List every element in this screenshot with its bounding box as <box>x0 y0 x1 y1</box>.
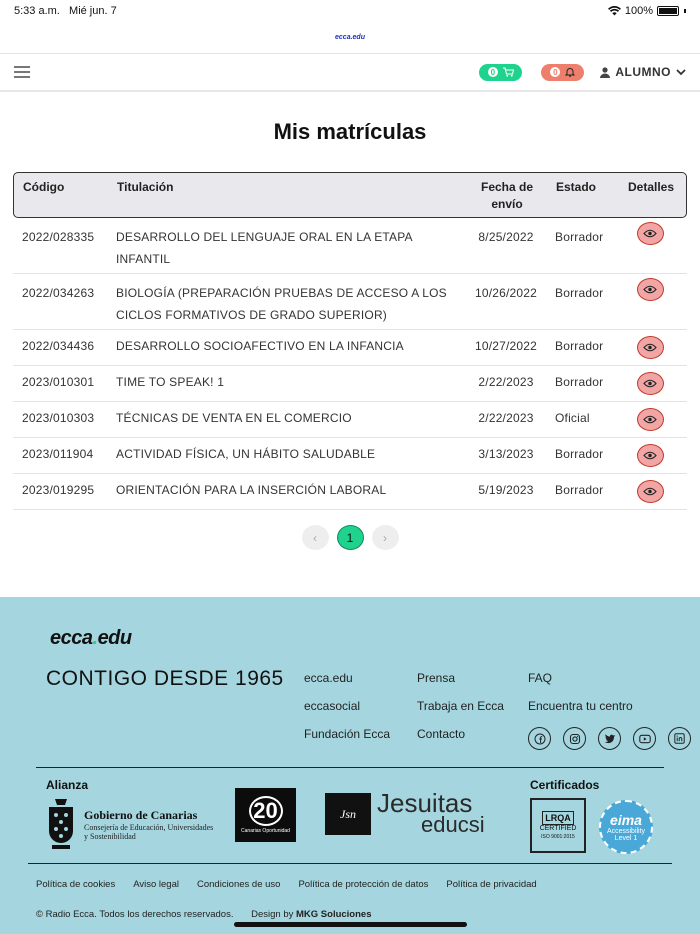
cell-date: 5/19/2023 <box>478 483 534 497</box>
lrqa-sub: CERTIFIED <box>539 825 577 832</box>
jesuitas-mark: Jsn <box>325 793 371 835</box>
twitter-icon[interactable] <box>598 727 621 750</box>
cell-title: DESARROLLO SOCIOAFECTIVO EN LA INFANCIA <box>116 339 404 353</box>
instagram-icon[interactable] <box>563 727 586 750</box>
footer-link[interactable]: eccasocial <box>304 699 361 713</box>
cell-title: DESARROLLO DEL LENGUAJE ORAL EN LA ETAPA INFANTIL <box>116 230 413 266</box>
footer-link[interactable]: Fundación Ecca <box>304 727 391 741</box>
coat-of-arms-icon <box>46 797 76 851</box>
jesuitas-word: Jesuitas <box>377 788 473 818</box>
cell-code: 2022/034436 <box>22 339 95 353</box>
cell-code: 2023/011904 <box>22 447 94 461</box>
cell-details <box>615 339 685 359</box>
status-left <box>14 5 117 17</box>
header-state: Estado <box>556 180 597 194</box>
design-prefix: Design by <box>251 909 294 920</box>
gobierno-canarias-logo <box>46 797 219 851</box>
footer-divider <box>36 767 664 768</box>
table-row <box>13 218 687 274</box>
view-details-button[interactable] <box>637 444 664 467</box>
cell-title: ACTIVIDAD FÍSICA, UN HÁBITO SALUDABLE <box>116 447 376 461</box>
cell-details <box>615 411 685 431</box>
logo-20-number: 20 <box>249 796 283 826</box>
cell-title: ORIENTACIÓN PARA LA INSERCIÓN LABORAL <box>116 483 387 497</box>
view-details-button[interactable] <box>637 372 664 395</box>
page-title: Mis matrículas <box>273 119 427 144</box>
eye-icon <box>643 229 657 238</box>
table-body <box>13 218 687 510</box>
logo-text-ecca: ecca <box>50 627 93 649</box>
gob-name: Gobierno de Canarias <box>84 807 198 822</box>
view-details-button[interactable] <box>637 336 664 359</box>
prev-page-button[interactable]: ‹ <box>302 525 329 550</box>
legal-link[interactable]: Política de privacidad <box>446 879 537 890</box>
battery-icon <box>657 6 679 16</box>
header-details: Detalles <box>627 180 675 194</box>
cell-state: Borrador <box>555 230 604 244</box>
cell-code: 2022/034263 <box>22 286 95 300</box>
notif-count: 0 <box>550 67 560 77</box>
table-row <box>13 274 687 330</box>
footer-links-col2 <box>417 671 504 755</box>
lrqa-title: LRQA <box>542 811 574 825</box>
design-by[interactable]: MKG Soluciones <box>296 909 372 920</box>
certs-label: Certificados <box>530 778 600 792</box>
logo-20-sub: Canarias Oportunidad <box>241 828 290 834</box>
cell-date: 10/26/2022 <box>474 286 538 300</box>
top-navigation <box>0 54 700 92</box>
cell-state: Oficial <box>555 411 590 425</box>
browser-url-bar[interactable] <box>0 22 700 54</box>
chevron-down-icon <box>676 69 686 76</box>
cell-state: Borrador <box>555 339 604 353</box>
footer <box>0 597 700 934</box>
footer-link[interactable]: Prensa <box>417 671 456 685</box>
cell-date: 2/22/2023 <box>478 411 534 425</box>
copyright-text: © Radio Ecca. Todos los derechos reservados. <box>36 909 234 920</box>
cell-title: BIOLOGÍA (PREPARACIÓN PRUEBAS DE ACCESO A LOS CICLOS FORMATIVOS DE GRADO SUPERIOR) <box>116 286 447 322</box>
user-icon <box>600 67 610 78</box>
eye-icon <box>643 285 657 294</box>
footer-link[interactable]: Trabaja en Ecca <box>417 699 504 713</box>
header-date: Fecha de envío <box>480 180 534 211</box>
footer-logo[interactable] <box>50 627 132 650</box>
table-row <box>13 402 687 438</box>
legal-link[interactable]: Política de cookies <box>36 879 116 890</box>
table-row <box>13 366 687 402</box>
table-row <box>13 438 687 474</box>
status-date: Mié jun. 7 <box>69 5 117 17</box>
notifications-button[interactable] <box>541 64 584 81</box>
enrollments-table <box>13 172 687 510</box>
educsi-word: educsi <box>421 812 485 837</box>
cell-date: 8/25/2022 <box>478 230 534 244</box>
logo-text-dot: . <box>92 627 98 649</box>
aa-title: eima <box>610 812 642 828</box>
table-row <box>13 474 687 510</box>
header-code: Código <box>23 180 65 194</box>
footer-links-col1 <box>304 671 390 755</box>
status-right <box>608 5 686 17</box>
cell-details <box>615 375 685 395</box>
cart-count: 0 <box>488 67 498 77</box>
cell-code: 2022/028335 <box>22 230 95 244</box>
aa-sub: Accessibility <box>606 828 646 835</box>
cell-details <box>615 483 685 503</box>
view-details-button[interactable] <box>637 222 664 245</box>
status-bar <box>0 0 700 22</box>
user-label: ALUMNO <box>615 65 671 79</box>
cell-state: Borrador <box>555 483 604 497</box>
battery-tip <box>684 9 686 13</box>
cell-code: 2023/010301 <box>22 375 95 389</box>
cell-details <box>615 226 685 245</box>
status-time: 5:33 a.m. <box>14 5 60 17</box>
cart-icon <box>503 67 514 77</box>
cell-details <box>615 282 685 301</box>
menu-icon[interactable] <box>14 66 30 78</box>
youtube-icon[interactable] <box>633 727 656 750</box>
cell-state: Borrador <box>555 286 604 300</box>
footer-links-col3 <box>528 671 633 727</box>
legal-link[interactable]: Condiciones de uso <box>197 879 281 890</box>
next-page-button[interactable]: › <box>372 525 399 550</box>
table-header <box>13 172 687 218</box>
cell-state: Borrador <box>555 447 604 461</box>
footer-link[interactable]: Contacto <box>417 727 466 741</box>
footer-slogan: CONTIGO DESDE 1965 <box>46 667 284 690</box>
social-links <box>528 727 691 750</box>
cell-code: 2023/019295 <box>22 483 95 497</box>
eye-icon <box>643 451 657 460</box>
eye-icon <box>643 487 657 496</box>
cell-code: 2023/010303 <box>22 411 95 425</box>
facebook-icon[interactable] <box>528 727 551 750</box>
legal-links <box>36 879 537 890</box>
view-details-button[interactable] <box>637 278 664 301</box>
url-text[interactable]: ecca.edu <box>335 34 365 41</box>
cell-date: 2/22/2023 <box>478 375 534 389</box>
cell-title: TIME TO SPEAK! 1 <box>116 375 225 389</box>
cart-button[interactable] <box>479 64 522 81</box>
wifi-icon <box>608 6 621 16</box>
accessibility-certificate <box>599 800 653 854</box>
view-details-button[interactable] <box>637 408 664 431</box>
user-menu[interactable] <box>600 65 686 79</box>
logo-text-edu: edu <box>97 627 132 649</box>
home-indicator[interactable] <box>234 922 467 927</box>
cell-details <box>615 447 685 467</box>
eye-icon <box>643 379 657 388</box>
legal-link[interactable]: Política de protección de datos <box>298 879 429 890</box>
lrqa-certificate <box>530 798 586 853</box>
header-title: Titulación <box>117 180 174 194</box>
bell-icon <box>565 67 575 77</box>
table-row <box>13 330 687 366</box>
legal-link[interactable]: Aviso legal <box>133 879 179 890</box>
gob-sub: Consejería de Educación, Universidades y Sostenibilidad <box>84 822 214 841</box>
oportunidad-logo <box>235 788 296 842</box>
copyright <box>36 909 371 920</box>
cell-title: TÉCNICAS DE VENTA EN EL COMERCIO <box>116 411 352 425</box>
jesuitas-educsi-logo <box>325 788 485 837</box>
cell-date: 10/27/2022 <box>474 339 538 353</box>
footer-link[interactable]: FAQ <box>528 671 553 685</box>
battery-percent: 100% <box>624 5 653 17</box>
eye-icon <box>643 343 657 352</box>
linkedin-icon[interactable] <box>668 727 691 750</box>
eye-icon <box>643 415 657 424</box>
footer-link[interactable]: ecca.edu <box>304 671 353 685</box>
cell-state: Borrador <box>555 375 604 389</box>
pagination <box>0 525 700 550</box>
page-1-button[interactable]: 1 <box>337 525 364 550</box>
cell-date: 3/13/2023 <box>478 447 534 461</box>
alliance-label: Alianza <box>46 778 89 792</box>
aa-level: Level 1 <box>614 835 638 842</box>
footer-link[interactable]: Encuentra tu centro <box>528 699 633 713</box>
lrqa-iso: ISO 9001:2015 <box>541 834 575 840</box>
view-details-button[interactable] <box>637 480 664 503</box>
footer-divider-bottom <box>28 863 672 864</box>
